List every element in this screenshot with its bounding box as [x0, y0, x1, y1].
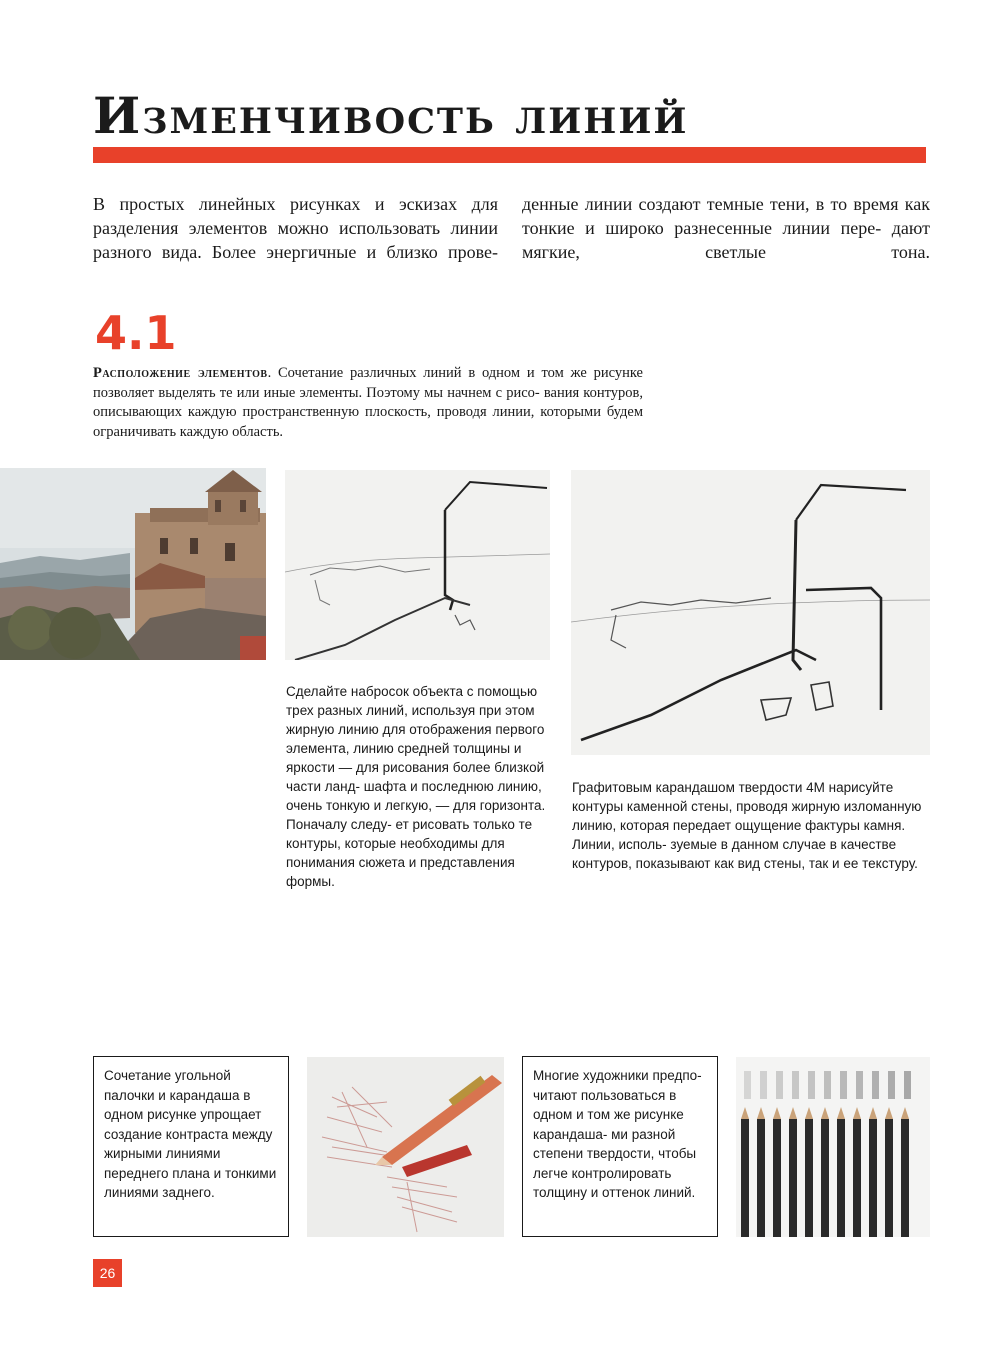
sketch-outline-2 — [571, 470, 930, 755]
section-number: 4.1 — [95, 306, 177, 360]
graphite-pencils-photo — [736, 1057, 930, 1237]
page-title: Изменчивость линий — [93, 86, 689, 145]
tip-box-1 — [93, 1056, 289, 1237]
tip-box-2 — [522, 1056, 718, 1237]
section-heading: Расположение элементов — [93, 365, 268, 381]
title-rule — [93, 147, 926, 163]
tip-box-1-text: Сочетание угольной палочки и карандаша в одном рисунке упрощает создание контраста между жирными линиями переднего плана и тонкими линиями заднего. — [104, 1068, 277, 1200]
section-text: . Сочетание различных линий в одном и том же рисунке позволяет выделять те или иные элементы. Поэтому мы начнем с рисо- вания контуров, описывающих каждую пространственную плоскость, проводя линии, которыми будем ограничивать каждую область. — [93, 365, 643, 440]
intro-column-1: В простых линейных рисунках и эскизах для разделения элементов можно использовать линии разного вида. Более энергичные и близко прове- — [93, 194, 498, 262]
charcoal-pencil-photo — [307, 1057, 504, 1237]
intro-column-2: денные линии создают темные тени, в то время как тонкие и широко разнесенные линии пере- дают мягкие, светлые тона. — [522, 194, 930, 262]
section-lead — [93, 364, 643, 442]
caption-sketch-2: Графитовым карандашом твердости 4М нарисуйте контуры каменной стены, проводя жирную изломанную линию, которая передает ощущение фактуры камня. Линии, исполь- зуемые в данном случае в качестве контуров, показывают как вид стены, так и ее текстуру. — [572, 780, 922, 871]
page-number: 26 — [93, 1259, 122, 1287]
caption-sketch-1: Сделайте набросок объекта с помощью трех разных линий, используя при этом жирную линию для отображения первого элемента, линию средней толщины и яркости — для рисования более близкой части ланд- шафта и последнюю линию, очень тонкую и легкую, — для горизонта. Поначалу следу- ет рисовать только те контуры, которые необходимы для понимания сюжета и представления формы. — [286, 684, 546, 889]
church-photo — [0, 468, 266, 660]
sketch-outline-1 — [285, 470, 550, 660]
tip-box-2-text: Многие художники предпо- читают пользоваться в одном и том же рисунке карандаша- ми разной степени твердости, чтобы легче контролировать толщину и оттенок линий. — [533, 1068, 702, 1200]
